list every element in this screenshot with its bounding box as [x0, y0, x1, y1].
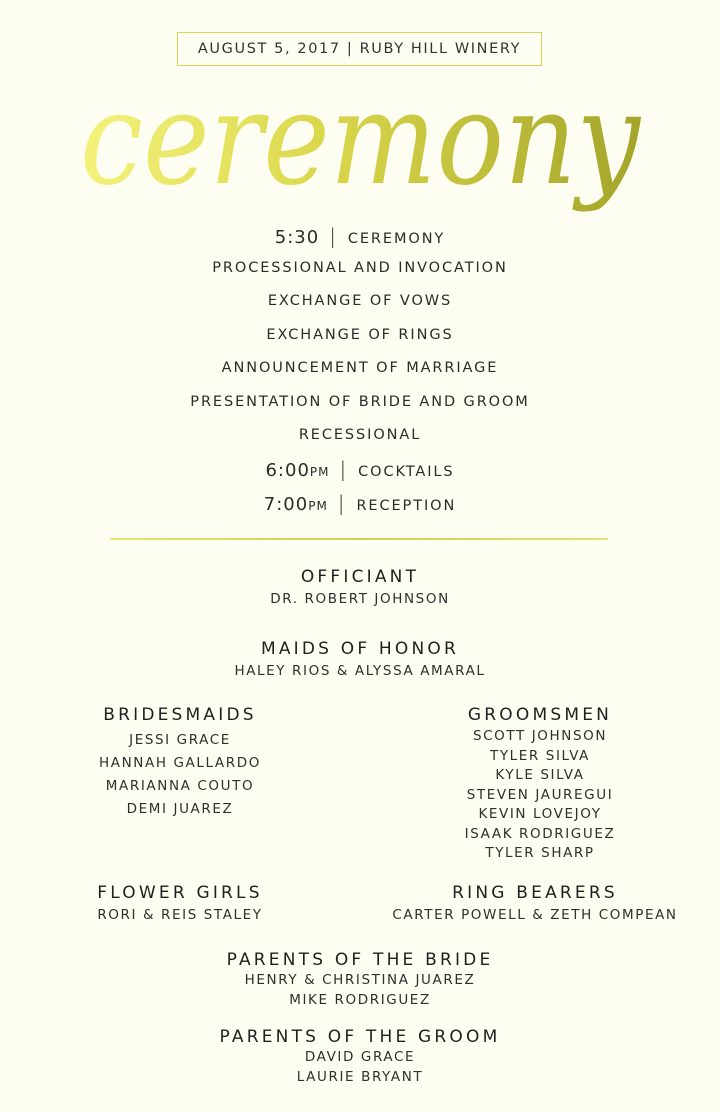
- date-venue-text: AUGUST 5, 2017 | RUBY HILL WINERY: [197, 41, 522, 57]
- ceremony-label: CEREMONY: [347, 231, 446, 247]
- parents-of-bride-heading: PARENTS OF THE BRIDE: [226, 950, 494, 970]
- gold-divider: [110, 538, 608, 540]
- ring-bearers-names: CARTER POWELL & ZETH COMPEAN: [392, 907, 678, 923]
- bridesmaid-name: MARIANNA COUTO: [105, 778, 255, 794]
- officiant-name: DR. ROBERT JOHNSON: [270, 591, 450, 607]
- cocktails-time: 6:00: [265, 460, 310, 481]
- ring-bearers-heading: RING BEARERS: [452, 883, 618, 903]
- ceremony-time: 5:30: [274, 227, 320, 248]
- separator: |: [339, 457, 349, 481]
- parents-of-groom-name: DAVID GRACE: [304, 1049, 416, 1065]
- schedule-item: EXCHANGE OF VOWS: [267, 293, 453, 309]
- bridesmaid-name: JESSI GRACE: [129, 732, 231, 748]
- flower-girls-heading: FLOWER GIRLS: [97, 883, 263, 903]
- ceremony-title-text: ceremony: [80, 65, 642, 214]
- groomsman-name: SCOTT JOHNSON: [472, 728, 608, 744]
- schedule-item: PRESENTATION OF BRIDE AND GROOM: [190, 394, 530, 410]
- groomsman-name: KEVIN LOVEJOY: [478, 806, 602, 822]
- separator: |: [329, 224, 338, 248]
- maids-of-honor-heading: MAIDS OF HONOR: [260, 639, 460, 659]
- officiant-heading: OFFICIANT: [300, 567, 420, 587]
- groomsman-name: TYLER SHARP: [485, 845, 595, 861]
- flower-girls-names: RORI & REIS STALEY: [97, 907, 263, 923]
- schedule-ceremony-line: [0, 224, 720, 248]
- reception-time: 7:00: [263, 494, 309, 515]
- reception-label: RECEPTION: [356, 498, 457, 514]
- schedule-reception-line: [0, 491, 720, 515]
- schedule-cocktails-line: [0, 457, 720, 481]
- groomsmen-heading: GROOMSMEN: [467, 705, 613, 725]
- bridesmaid-name: DEMI JUAREZ: [126, 801, 234, 817]
- schedule-item: EXCHANGE OF RINGS: [266, 327, 454, 343]
- schedule-item: PROCESSIONAL AND INVOCATION: [212, 260, 508, 276]
- cocktails-suffix: PM: [309, 465, 330, 479]
- bridesmaid-name: HANNAH GALLARDO: [99, 755, 261, 771]
- bridesmaids-heading: BRIDESMAIDS: [103, 705, 257, 725]
- parents-of-bride-name: MIKE RODRIGUEZ: [289, 992, 431, 1008]
- parents-of-groom-heading: PARENTS OF THE GROOM: [219, 1027, 501, 1047]
- reception-suffix: PM: [308, 499, 328, 513]
- parents-of-groom-name: LAURIE BRYANT: [296, 1069, 424, 1085]
- groomsman-name: KYLE SILVA: [495, 767, 585, 783]
- separator: |: [337, 491, 347, 515]
- maids-of-honor-names: HALEY RIOS & ALYSSA AMARAL: [234, 663, 486, 679]
- schedule-item: ANNOUNCEMENT OF MARRIAGE: [221, 360, 499, 376]
- parents-of-bride-name: HENRY & CHRISTINA JUAREZ: [244, 972, 476, 988]
- groomsman-name: STEVEN JAUREGUI: [466, 787, 614, 803]
- groomsman-name: TYLER SILVA: [489, 748, 590, 764]
- schedule-item: RECESSIONAL: [298, 427, 422, 443]
- cocktails-label: COCKTAILS: [358, 464, 455, 480]
- groomsman-name: ISAAK RODRIGUEZ: [464, 826, 616, 842]
